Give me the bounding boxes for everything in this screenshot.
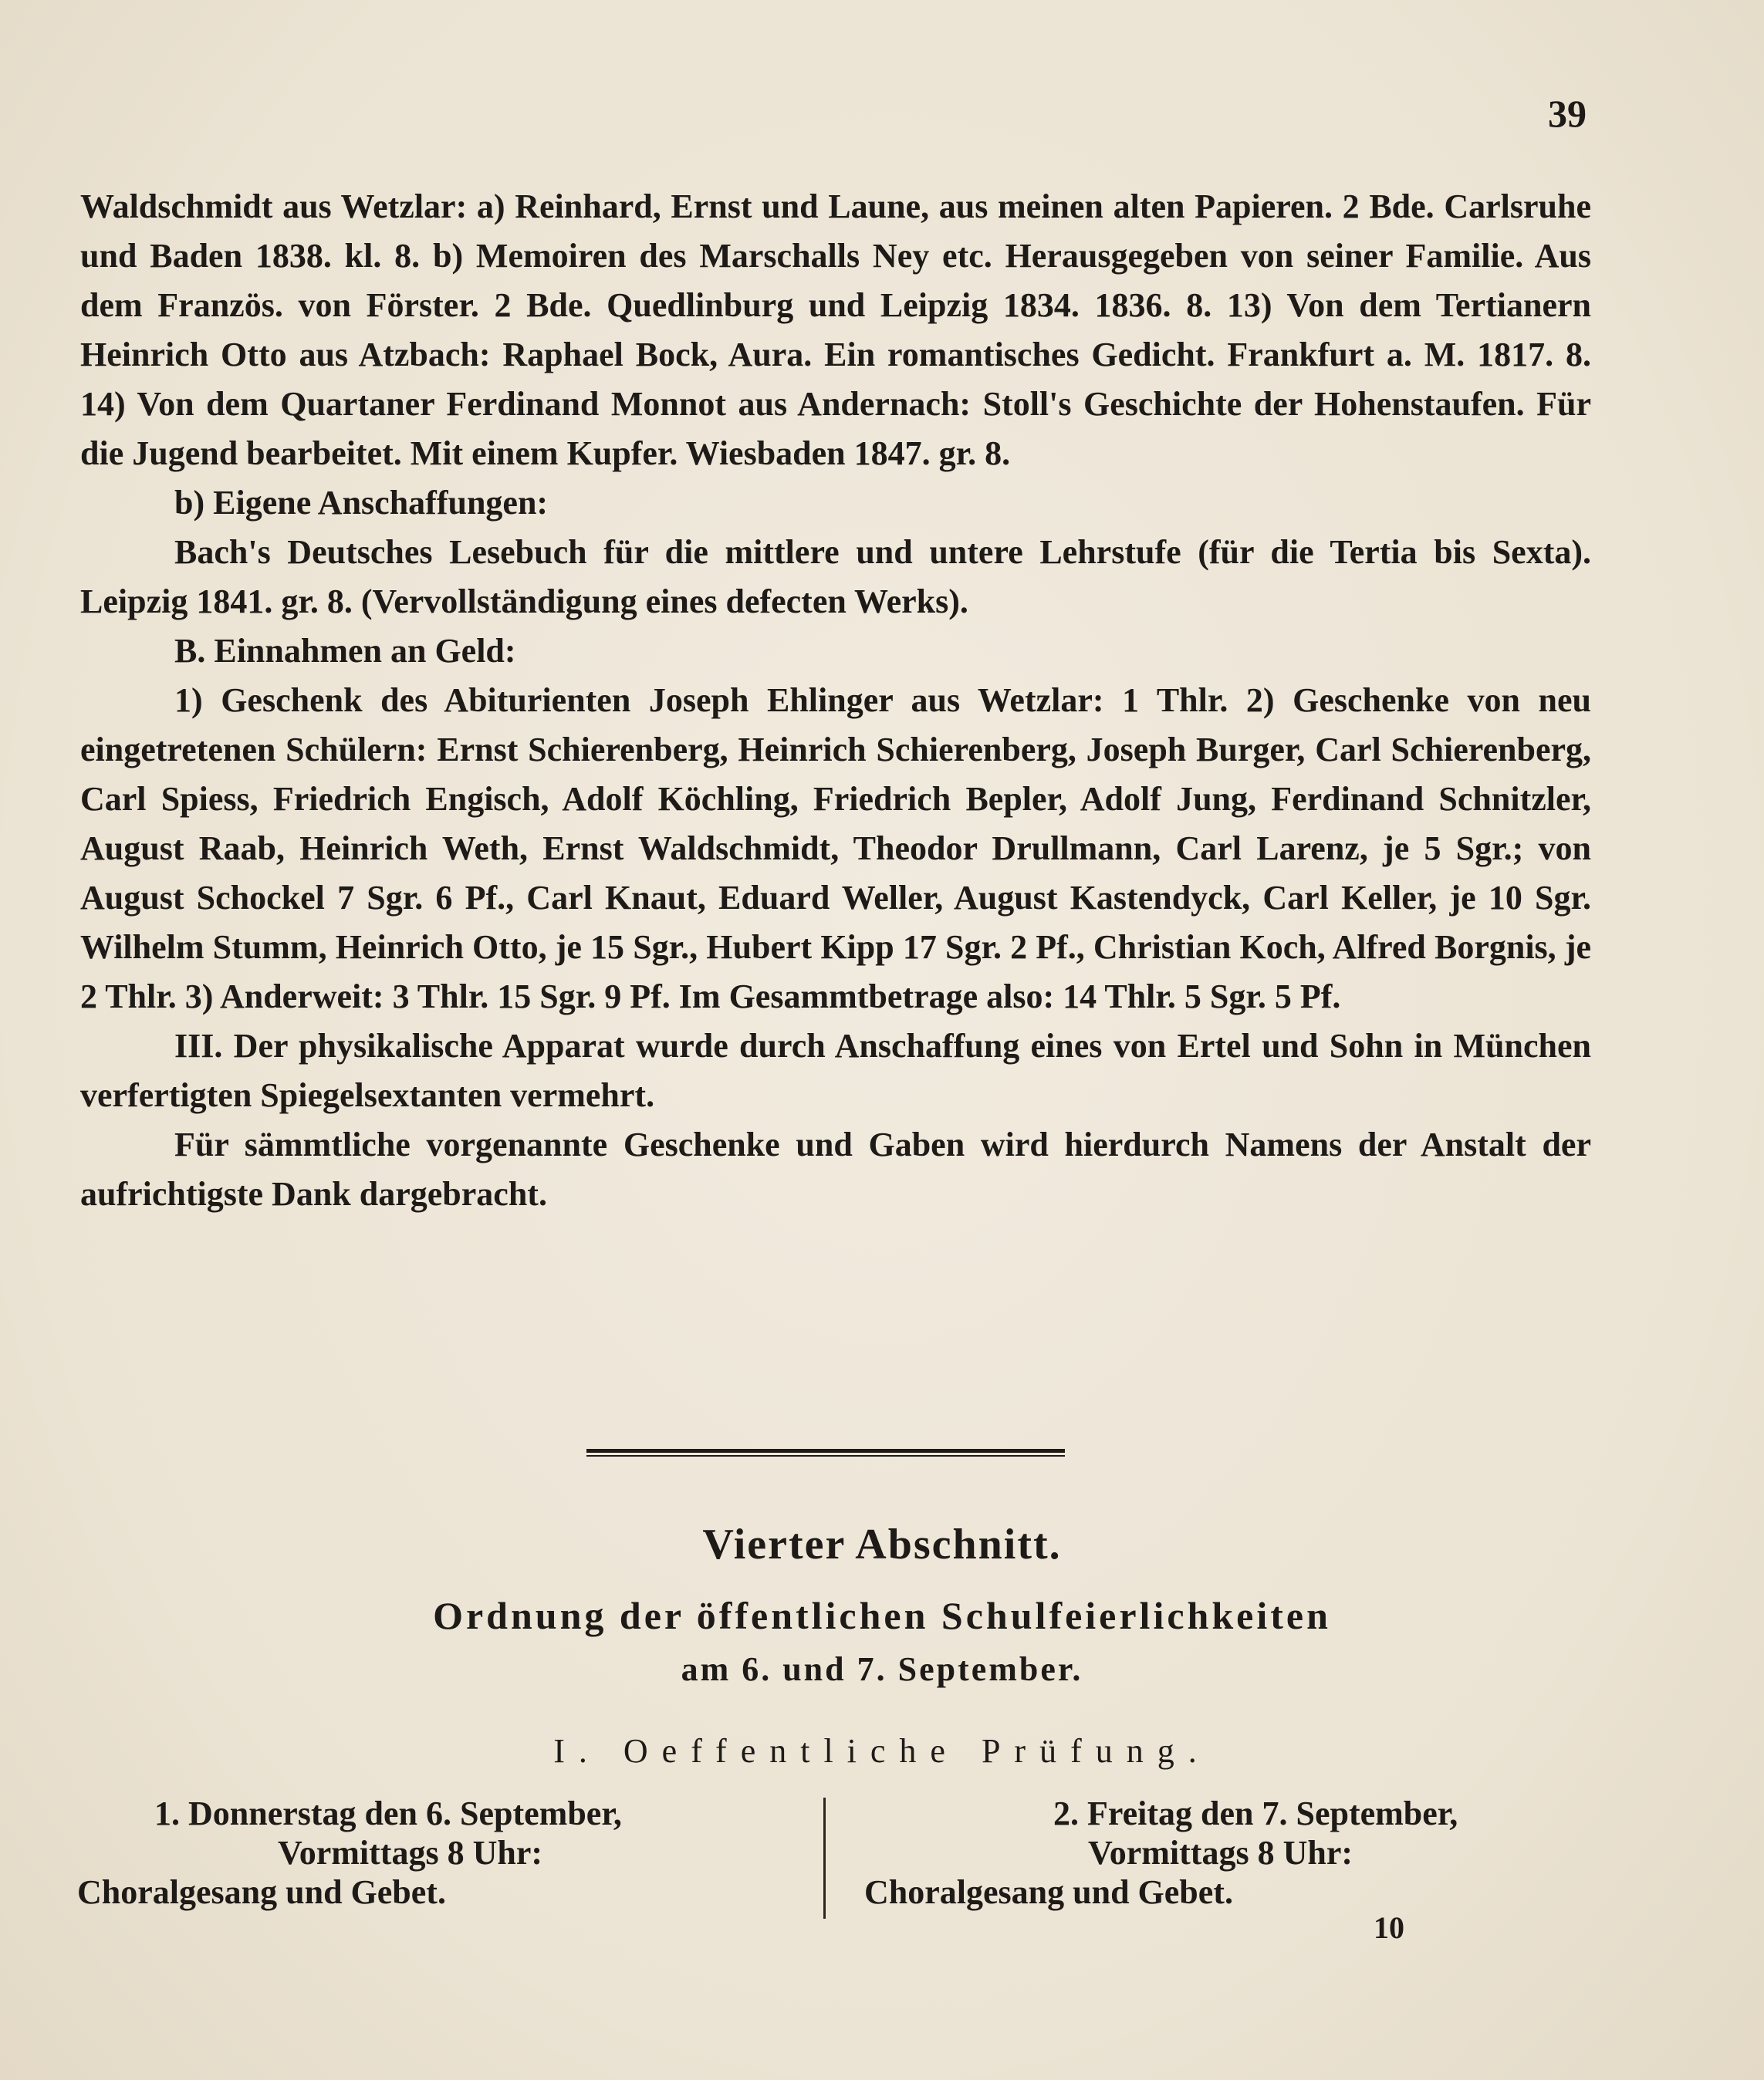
schedule-day-1-date: 1. Donnerstag den 6. September,	[154, 1795, 622, 1832]
paragraph-book-gifts: Waldschmidt aus Wetzlar: a) Reinhard, Ernst und Laune, aus meinen alten Papieren. 2 Bde. Carlsruhe und Baden 1838. kl. 8. b) Memoiren des Marschalls Ney etc. Herausgegeben von seiner Familie. Aus dem Französ. von Förster. 2 Bde. Quedlinburg und Leipzig 1834. 1836. 8. 13) Von dem Tertianern Heinrich Otto aus Atzbach: Raphael Bock, Aura. Ein romantisches Gedicht. Frankfurt a. M. 1817. 8. 14) Von dem Quartaner Ferdinand Monnot aus Andernach: Stoll's Geschichte der Hohenstaufen. Für die Jugend bearbeitet. Mit einem Kupfer. Wiesbaden 1847. gr. 8.	[80, 187, 1591, 472]
schedule-day-2-date: 2. Freitag den 7. September,	[1053, 1795, 1458, 1832]
schedule-day-2	[864, 1794, 1559, 1912]
paragraph-money-income-heading: B. Einnahmen an Geld:	[174, 632, 516, 670]
schedule-day-2-item: Choralgesang und Gebet.	[864, 1873, 1233, 1911]
schedule-day-1-item: Choralgesang und Gebet.	[77, 1873, 446, 1911]
signature-mark: 10	[1374, 1910, 1404, 1945]
paragraph-own-acquisitions-heading: b) Eigene Anschaffungen:	[174, 484, 549, 522]
section-divider	[586, 1449, 1065, 1458]
schedule-column-divider	[823, 1798, 826, 1919]
schedule-day-1	[77, 1794, 772, 1912]
paragraph-money-income: 1) Geschenk des Abiturienten Joseph Ehlinger aus Wetzlar: 1 Thlr. 2) Geschenke von neu eingetretenen Schülern: Ernst Schierenberg, Heinrich Schierenberg, Joseph Burger, Carl Schierenberg, Carl Spiess, Friedrich Engisch, Adolf Köchling, Friedrich Bepler, Adolf Jung, Ferdinand Schnitzler, August Raab, Heinrich Weth, Ernst Waldschmidt, Theodor Drullmann, Carl Larenz, je 5 Sgr.; von August Schockel 7 Sgr. 6 Pf., Carl Knaut, Eduard Weller, August Kastendyck, Carl Keller, je 10 Sgr. Wilhelm Stumm, Heinrich Otto, je 15 Sgr., Hubert Kipp 17 Sgr. 2 Pf., Christian Koch, Alfred Borgnis, je 2 Thlr. 3) Anderweit: 3 Thlr. 15 Sgr. 9 Pf. Im Gesammtbetrage also: 14 Thlr. 5 Sgr. 5 Pf.	[80, 681, 1591, 1015]
page-number: 39	[1548, 92, 1587, 135]
section-heading: Vierter Abschnitt.	[702, 1521, 1062, 1568]
schedule-day-2-time: Vormittags 8 Uhr:	[1088, 1834, 1353, 1872]
paragraph-thanks: Für sämmtliche vorgenannte Geschenke und Gaben wird hierdurch Namens der Anstalt der aufrichtigste Dank dargebracht.	[80, 1126, 1591, 1213]
section-subtitle: Ordnung der öffentlichen Schulfeierlichkeiten	[433, 1594, 1331, 1637]
schedule-day-1-time: Vormittags 8 Uhr:	[278, 1834, 542, 1872]
paragraph-own-acquisitions: Bach's Deutsches Lesebuch für die mittlere und untere Lehrstufe (für die Tertia bis Sexta). Leipzig 1841. gr. 8. (Vervollständigung eines defecten Werks).	[80, 533, 1591, 620]
body-text	[80, 182, 1591, 1219]
exam-heading: I. Oeffentliche Prüfung.	[553, 1732, 1211, 1770]
paragraph-physics-apparatus: III. Der physikalische Apparat wurde durch Anschaffung eines von Ertel und Sohn in München verfertigten Spiegelsextanten vermehrt.	[80, 1027, 1591, 1114]
section-date-line: am 6. und 7. September.	[681, 1650, 1083, 1688]
